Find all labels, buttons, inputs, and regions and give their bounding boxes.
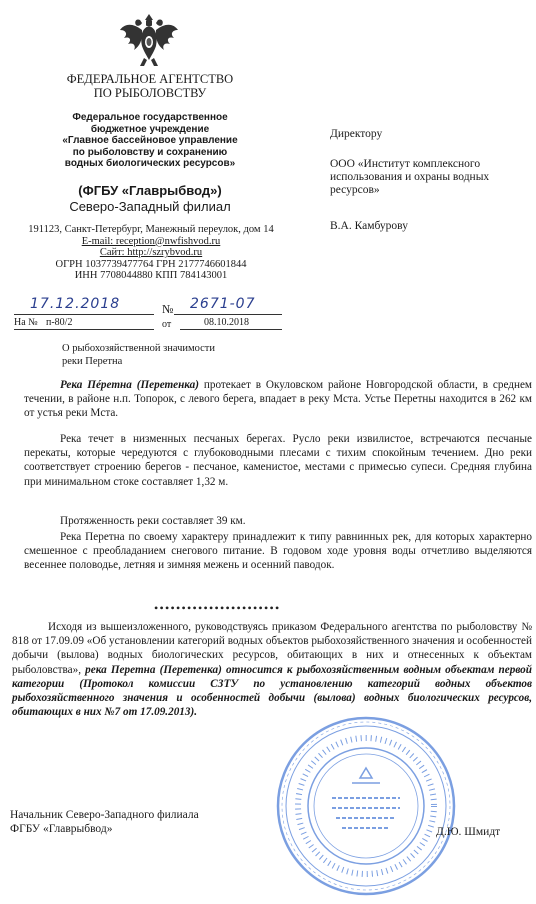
inst-line-1: Федеральное государственное (72, 112, 228, 123)
handwritten-number: 2671-07 (190, 296, 256, 312)
p5-bold-conclusion: река Перетна (Перетенка) относится к рыбохозяйственным водным объектам первой категории (Протокол комиссии СЗТУ по установлению категорий водных объектов рыбохозяйственного значения и особенностей добычи (вылова) водных биологических ресурсов, обитающих в них №7 от 17.09.2013). (12, 663, 532, 719)
p4-text: Река Перетна по своему характеру принадлежит к типу равнинных рек, для которых характерно смешенное с преобладанием снегового питание. В годовом ходе уровня воды отчетливо выделяются весеннее половодье, летняя и зимняя межень и осенний паводок. (24, 531, 532, 572)
agency-name (40, 72, 260, 100)
recipient-org (330, 158, 530, 197)
address: 191123, Санкт-Петербург, Манежный переулок, дом 14 (28, 224, 274, 235)
recipient-title: Директору (330, 128, 383, 140)
signatory-position (10, 808, 199, 836)
recipient-org-line-3: ресурсов» (330, 184, 380, 196)
subject-line-2: реки Перетна (62, 355, 123, 367)
site-link[interactable]: Сайт: http://szrybvod.ru (99, 247, 203, 259)
paragraph-5 (12, 620, 532, 719)
paragraph-3 (24, 514, 532, 528)
inst-line-4: по рыболовству и сохранению (72, 146, 228, 158)
river-name-bold: Река Пéретна (Перетенка) (60, 379, 199, 391)
ogrn: ОГРН 1037739477764 ГРН 2177746601844 (55, 258, 247, 270)
inst-line-2: бюджетное учреждение (90, 123, 210, 135)
official-round-stamp-icon (272, 708, 460, 904)
subject (62, 343, 262, 368)
branch-name: Северо-Западный филиал (69, 199, 231, 214)
inn: ИНН 7708044880 КПП 784143001 (74, 270, 228, 282)
ref-label: На № (14, 317, 38, 328)
separator-dots: ••••••••••••••••••••••• (154, 601, 281, 615)
p3-text: Протяженность реки составляет 39 км. (60, 515, 246, 527)
ref-date-underline (180, 329, 282, 330)
from-label: от (162, 319, 172, 330)
ref-number: п-80/2 (46, 317, 73, 328)
date-underline (14, 314, 154, 315)
p1-text: протекает в Окуловском районе Новгородской области, в среднем течении, в районе н.п. Топорок, с левого берега, впадает в реку Мста. Устье Перетны находится в 262 км от устья реки Мста. (24, 379, 532, 420)
email-link[interactable]: E-mail: reception@nwfishvod.ru (81, 235, 221, 247)
handwritten-date: 17.12.2018 (30, 296, 121, 312)
contact-block (20, 224, 282, 282)
paragraph-1 (24, 378, 532, 421)
signatory-name: Д.Ю. Шмидт (436, 826, 501, 838)
p5-text: Исходя из вышеизложенного, руководствуясь приказом Федерального агентства по рыболовству № 818 от 17.09.09 «Об установлении категорий водных объектов рыбохозяйственного значения и особенностей добычи (вылова) водных биологических ресурсов, обитающих в них и отнесенных к объектам рыболовства», (12, 621, 532, 676)
institution-name (40, 112, 260, 170)
short-name: (ФГБУ «Главрыбвод») (78, 183, 222, 198)
paragraph-4 (24, 530, 532, 573)
number-sign: № (162, 302, 174, 316)
coat-of-arms-emblem-icon (118, 6, 180, 68)
ref-date: 08.10.2018 (204, 317, 249, 328)
recipient-org-line-1: ООО «Институт комплексного (330, 158, 481, 170)
recipient-name: В.А. Камбурову (330, 220, 408, 232)
position-line-2: ФГБУ «Главрыбвод» (10, 823, 113, 835)
agency-line-1: ФЕДЕРАЛЬНОЕ АГЕНТСТВО (66, 72, 234, 86)
inst-line-5: водных биологических ресурсов» (64, 158, 236, 170)
p2-text: Река течет в низменных песчаных берегах. Русло реки извилистое, встречаются песчаные перекаты, которые чередуются с глубоководными плесами с тихим спокойным течением. Дно реки соответствует строению берегов - песчаное, каменистое, местами с примесью супеси. Средняя глубина при минимальном стоке составляет 1,32 м. (24, 433, 532, 488)
ref-underline (14, 329, 154, 330)
number-underline (174, 314, 282, 315)
paragraph-2 (24, 432, 532, 489)
subject-line-1: О рыбохозяйственной значимости (62, 343, 216, 354)
inst-line-3: «Главное бассейновое управление (62, 135, 238, 147)
agency-line-2: ПО РЫБОЛОВСТВУ (93, 86, 207, 100)
position-line-1: Начальник Северо-Западного филиала (10, 809, 199, 821)
recipient-org-line-2: использования и охраны водных (330, 171, 490, 183)
